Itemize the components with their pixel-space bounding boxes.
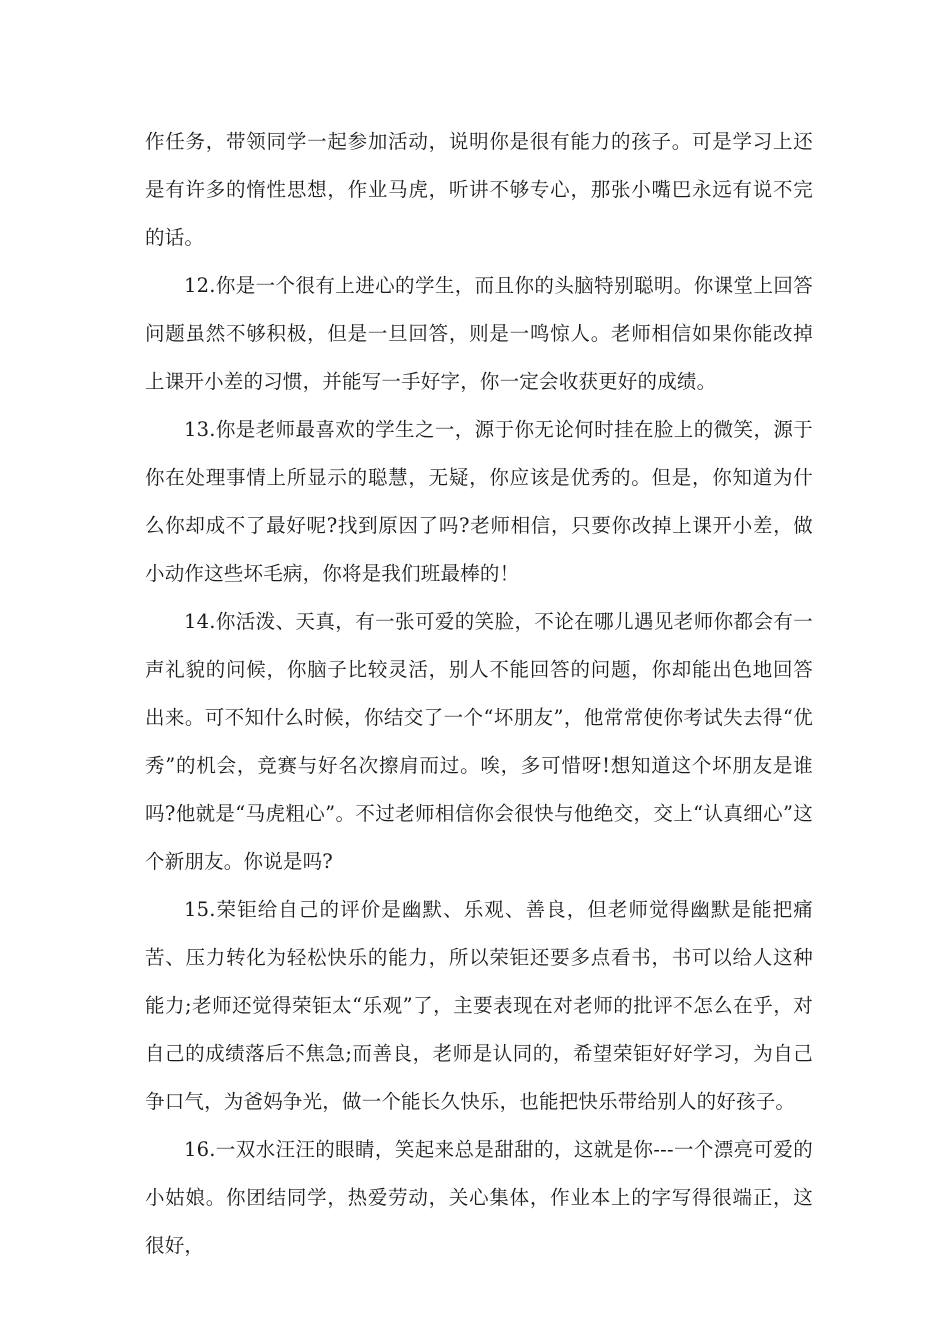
- paragraph-comment-16: 16.一双水汪汪的眼睛，笑起来总是甜甜的，这就是你---一个漂亮可爱的小姑娘。你团结同学，热爱劳动，关心集体，作业本上的字写得很端正，这很好，: [145, 1138, 813, 1257]
- paragraph-comment-12: 12.你是一个很有上进心的学生，而且你的头脑特别聪明。你课堂上回答问题虽然不够积极，但是一旦回答，则是一鸣惊人。老师相信如果你能改掉上课开小差的习惯，并能写一手好字，你一定会收获更好的成绩。: [145, 274, 813, 393]
- document-body: [145, 118, 813, 1270]
- paragraph-comment-14: 14.你活泼、天真，有一张可爱的笑脸，不论在哪儿遇见老师你都会有一声礼貌的问候，你脑子比较灵活，别人不能回答的问题，你却能出色地回答出来。可不知什么时候，你结交了一个“坏朋友”，他常常使你考试失去得“优秀”的机会，竞赛与好名次擦肩而过。唉，多可惜呀!想知道这个坏朋友是谁吗?他就是“马虎粗心”。不过老师相信你会很快与他绝交，交上“认真细心”这个新朋友。你说是吗?: [145, 610, 813, 873]
- paragraph-comment-13: 13.你是老师最喜欢的学生之一，源于你无论何时挂在脸上的微笑，源于你在处理事情上所显示的聪慧，无疑，你应该是优秀的。但是，你知道为什么你却成不了最好呢?找到原因了吗?老师相信，只要你改掉上课开小差，做小动作这些坏毛病，你将是我们班最棒的！: [145, 418, 813, 585]
- paragraph-continuation: 作任务，带领同学一起参加活动，说明你是很有能力的孩子。可是学习上还是有许多的惰性思想，作业马虎，听讲不够专心，那张小嘴巴永远有说不完的话。: [145, 130, 813, 249]
- paragraph-comment-15: 15.荣钜给自己的评价是幽默、乐观、善良，但老师觉得幽默是能把痛苦、压力转化为轻松快乐的能力，所以荣钜还要多点看书，书可以给人这种能力;老师还觉得荣钜太“乐观”了，主要表现在对老师的批评不怎么在乎，对自己的成绩落后不焦急;而善良，老师是认同的，希望荣钜好好学习，为自己争口气，为爸妈争光，做一个能长久快乐，也能把快乐带给别人的好孩子。: [145, 898, 813, 1113]
